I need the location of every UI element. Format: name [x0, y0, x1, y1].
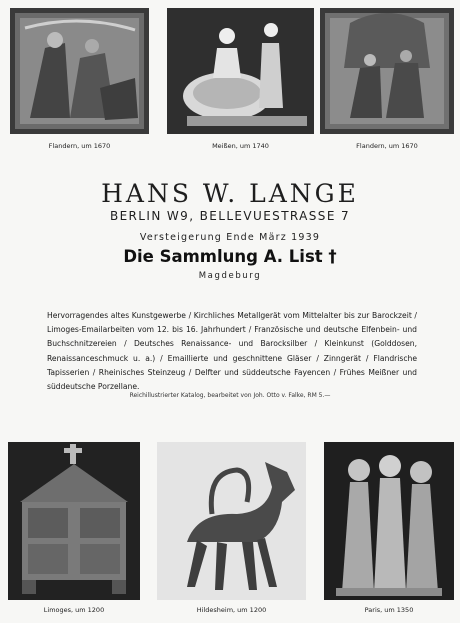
- catalog-note: Reichillustrierter Katalog, bearbeitet von Joh. Otto v. Falke, RM 5.—: [129, 392, 331, 399]
- caption-top-center: Meißen, um 1740: [212, 142, 269, 150]
- caption-bottom-center: Hildesheim, um 1200: [196, 606, 267, 614]
- caption-top-left: Flandern, um 1670: [48, 142, 111, 150]
- photo-ivory-figures: [324, 442, 454, 600]
- caption-top-right: Flandern, um 1670: [356, 142, 418, 150]
- photo-tapestry-right: [320, 8, 454, 134]
- auction-date: Versteigerung Ende März 1939: [139, 232, 321, 243]
- collection-city: Magdeburg: [198, 271, 262, 281]
- caption-bottom-right: Paris, um 1350: [364, 606, 414, 614]
- collection-title: Die Sammlung A. List †: [123, 247, 337, 266]
- photo-limoges-shrine: [8, 442, 140, 600]
- auction-house-title: HANS W. LANGE: [101, 179, 359, 208]
- collection-description: Hervorragendes altes Kunstgewerbe / Kirchliches Metallgerät vom Mittelalter bis zur Barockzeit / Limoges-Emailarbeiten vom 12. bis 16. Jahrhundert / Französische und deutsche Elfenbein- und Buchschnitzereien / Deutsches Renaissance- und Barocksilber / Kleinkunst (Golddosen, Renaissanceschmuck u. a.) / Emaillierte und geschnittene Gläser / Zinngerät / Flandrische Tapisserien / Rheinisches Steinzeug / Delfter und süddeutsche Fayencen / Frühes Meißner und süddeutsche Porzellane.: [47, 311, 417, 392]
- photo-porcelain-figures: [167, 8, 314, 134]
- caption-bottom-left: Limoges, um 1200: [43, 606, 105, 614]
- auction-house-address: BERLIN W9, BELLEVUESTRASSE 7: [109, 209, 351, 223]
- photo-tapestry-left: [10, 8, 149, 134]
- photo-aquamanile-lion: [157, 442, 306, 600]
